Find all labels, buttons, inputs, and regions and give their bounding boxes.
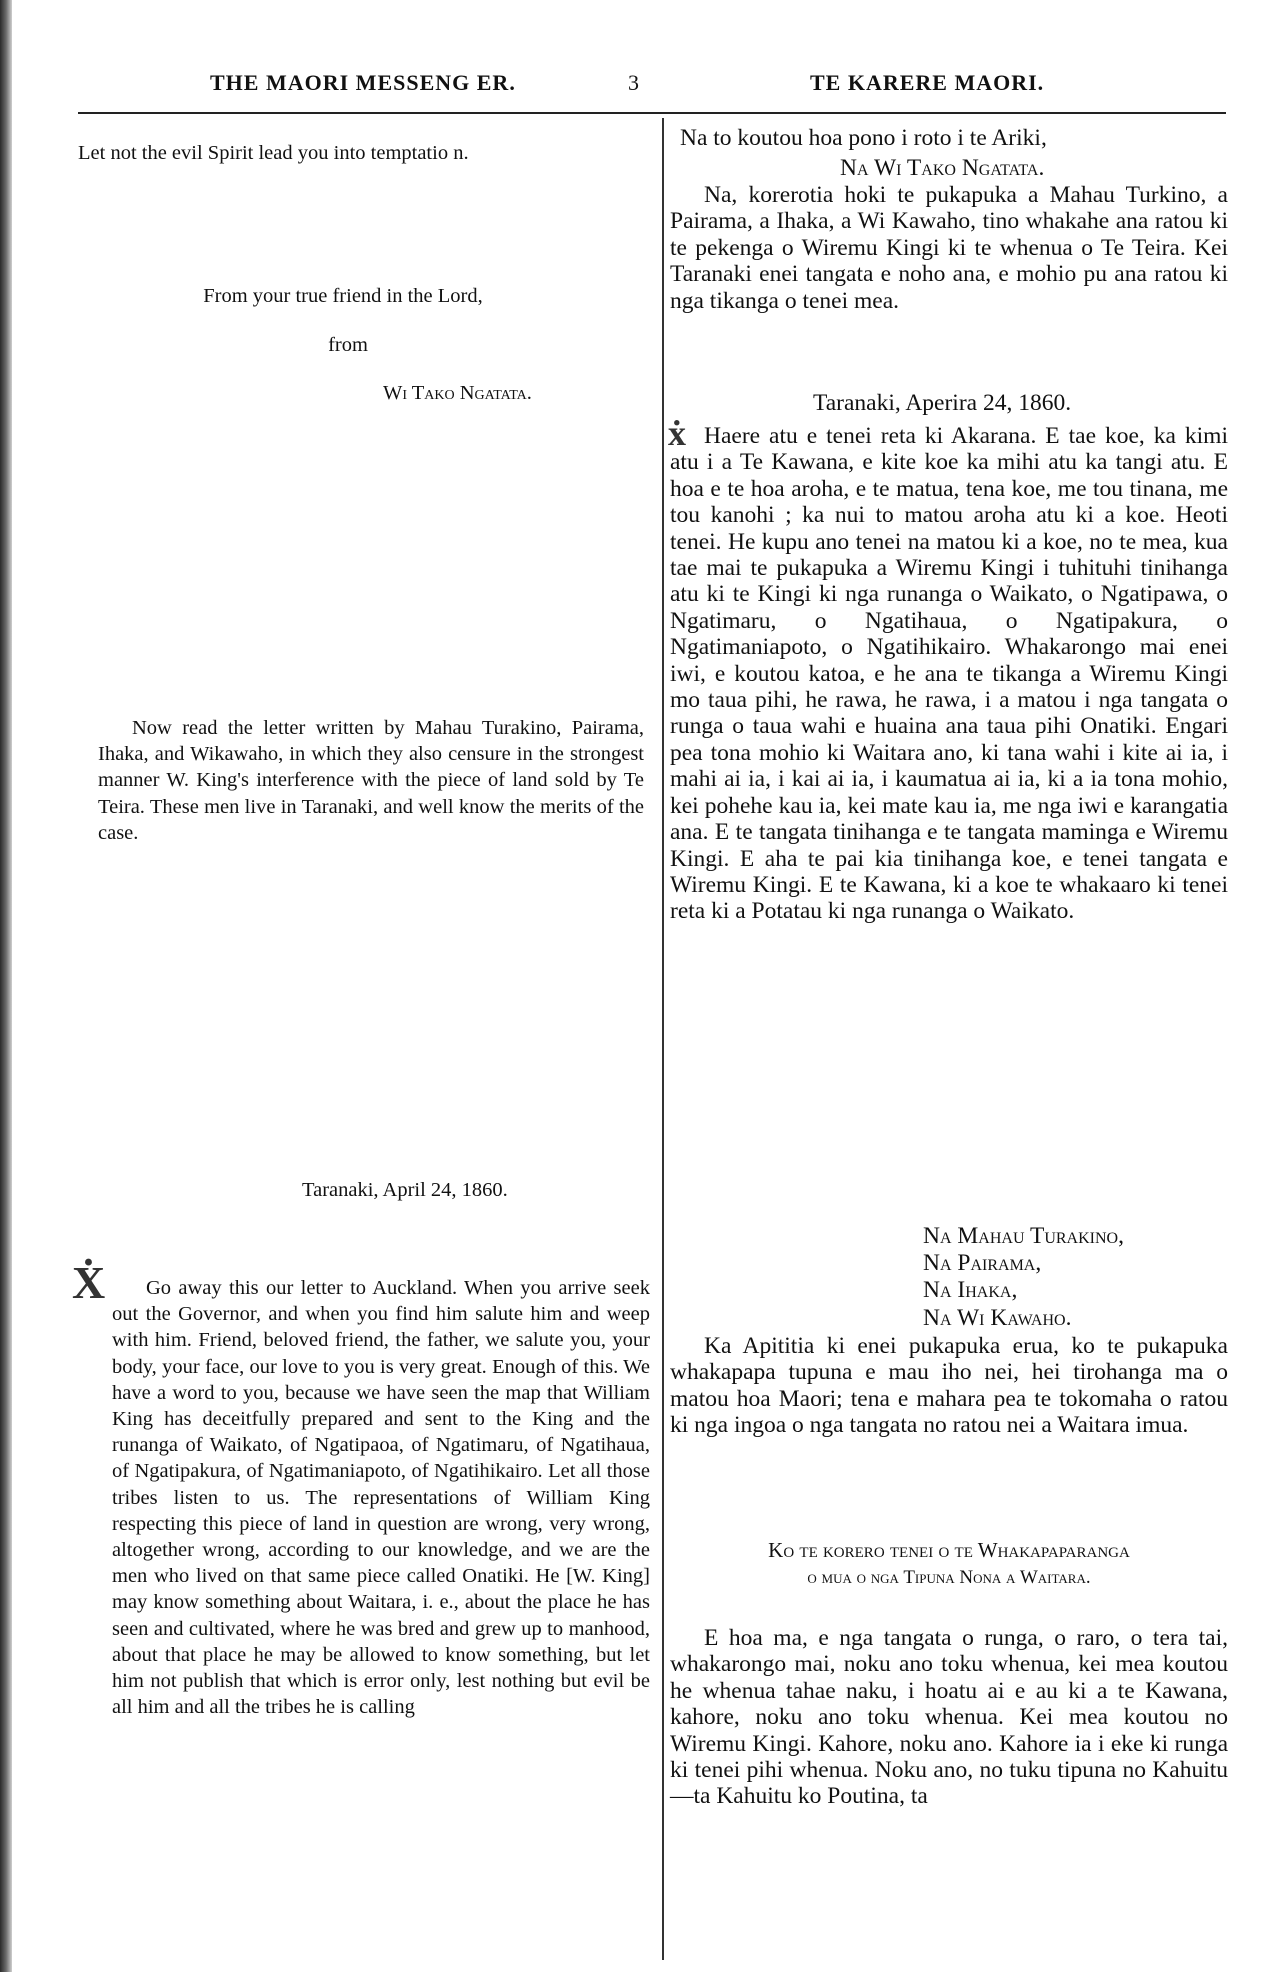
genealogy-heading-2: o mua o nga Tipuna Nona a Waitara. [807,1567,1091,1588]
maori-friend-line: Na to koutou hoa pono i roto i te Ariki, [680,125,1047,151]
maori-sig-4: Na Wi Kawaho. [923,1305,1072,1331]
maori-masthead: TE KARERE MAORI. [810,70,1045,95]
signer-name: Wi Tako Ngatata. [383,382,532,404]
genealogy-heading-1: Ko te korero tenei o te Whakapaparanga [768,1538,1130,1562]
maori-sig-3: Na Ihaka, [923,1277,1018,1303]
maori-intro-paragraph: Na, korerotia hoki te pukapuka a Mahau Turkino, a Pairama, a Ihaka, a Wi Kawaho, tino whakahe ana ratou ki te pekenga o Wiremu Kingi ki te whenua o Te Teira. Kei Taranaki enei tangata e noho ana, e mohio pu ana ratou ki nga tikanga o tenei mea. [670,182,1228,314]
sign-off-line: From your true friend in the Lord, [203,285,483,307]
english-masthead: THE MAORI MESSENG ER. [210,70,516,95]
english-intro-paragraph: Now read the letter written by Mahau Turakino, Pairama, Ihaka, and Wikawaho, in which they also censure in the strongest manner W. King's interference with the piece of land sold by Te Teira. These men live in Taranaki, and well know the merits of the case. [98,717,644,844]
maori-sig-2: Na Pairama, [923,1250,1042,1276]
x-mark-left: Ẋ [72,1257,106,1308]
temptation-line: Let not the evil Spirit lead you into temptatio n. [78,142,469,164]
maori-dateline: Taranaki, Aperira 24, 1860. [813,390,1072,416]
column-divider [662,118,664,1960]
x-mark-right: ẋ [668,413,686,453]
maori-signer: Na Wi Tako Ngatata. [840,155,1045,181]
maori-sig-1: Na Mahau Turakino, [923,1223,1124,1249]
english-dateline: Taranaki, April 24, 1860. [302,1179,508,1201]
header-rule [78,112,1226,114]
page-binding-shadow [0,0,12,1972]
sign-off-from: from [328,334,368,356]
maori-letter-paragraph: Haere atu e tenei reta ki Akarana. E tae koe, ka kimi atu i a Te Kawana, e kite koe ka mihi atu ka tangi atu. E hoa e te hoa aroha, e te matua, tena koe, me tou tinana, me tou kanohi ; ka nui to matou aroha atu ki a koe. Heoti tenei. He kupu ano tenei na matou ki a koe, no te mea, kua tae mai te pukapuka a Wiremu Kingi i tuhituhi tinihanga atu ki te Kingi ki nga runanga o Waikato, o Ngatipawa, o Ngatimaru, o Ngatihaua, o Ngatipakura, o Ngatimaniapoto, o Ngatihikairo. Whakarongo mai enei iwi, e koutou katoa, e he ana te tikanga a Wiremu Kingi mo taua pihi, he rawa, he rawa, i a matou i nga tangata o runga o taua wahi e huaina ana taua pihi Onatiki. Engari pea tona mohio ki Waitara ano, ki tana wahi i kite ai ia, i mahi ai ia, i kai ai ia, i kaumatua ai ia, ki a ia tona mohio, kei pohehe kau ia, kei mate kau ia, me nga iwi e karangatia ana. E te tangata tinihanga e te tangata maminga e Wiremu Kingi. E aha te pai kia tinihanga koe, e tenei tangata e Wiremu Kingi. E te Kawana, ki a koe te whakaaro ki tenei reta ki a Potatau ki nga runanga o Waikato. [670,423,1228,925]
page-number: 3 [628,70,640,95]
maori-final-paragraph: E hoa ma, e nga tangata o runga, o raro, o tera tai, whakarongo mai, noku ano toku whenua, kei mea koutou he whenua tahae naku, i hoatu ai e au ki a te Kawana, kahore, noku ano toku whenua. Kei mea koutou no Wiremu Kingi. Kahore, noku ano. Kahore ia i eke ki runga ki tenei pihi whenua. Noku ano, no tuku tipuna no Kahuitu—ta Kahuitu ko Poutina, ta [670,1625,1228,1810]
maori-appended-paragraph: Ka Apititia ki enei pukapuka erua, ko te pukapuka whakapapa tupuna e mau iho nei, hei tirohanga ma o matou hoa Maori; tena e mahara pea te tokomaha o ratou ki nga ingoa o nga tangata no ratou nei a Waitara imua. [670,1333,1228,1439]
english-letter-paragraph: Go away this our letter to Auckland. When you arrive seek out the Governor, and when you find him salute him and weep with him. Friend, beloved friend, the father, we salute you, your body, your face, our love to you is very great. Enough of this. We have a word to you, because we have seen the map that William King has deceitfully prepared and sent to the King and the runanga of Waikato, of Ngatipaoa, of Ngatimaru, of Ngatihaua, of Ngatipakura, of Ngatimaniapoto, of Ngatihikairo. Let all those tribes listen to us. The representations of William King respecting this piece of land in question are wrong, very wrong, altogether wrong, according to our knowledge, and we are the men who lived on that same piece called Onatiki. He [W. King] may know something about Waitara, i. e., about the place he has seen and cultivated, where he was bred and grew up to manhood, about that place he may be allowed to know something, but let him not publish that which is error only, lest nothing but evil be all him and all the tribes he is calling [112,1277,650,1719]
